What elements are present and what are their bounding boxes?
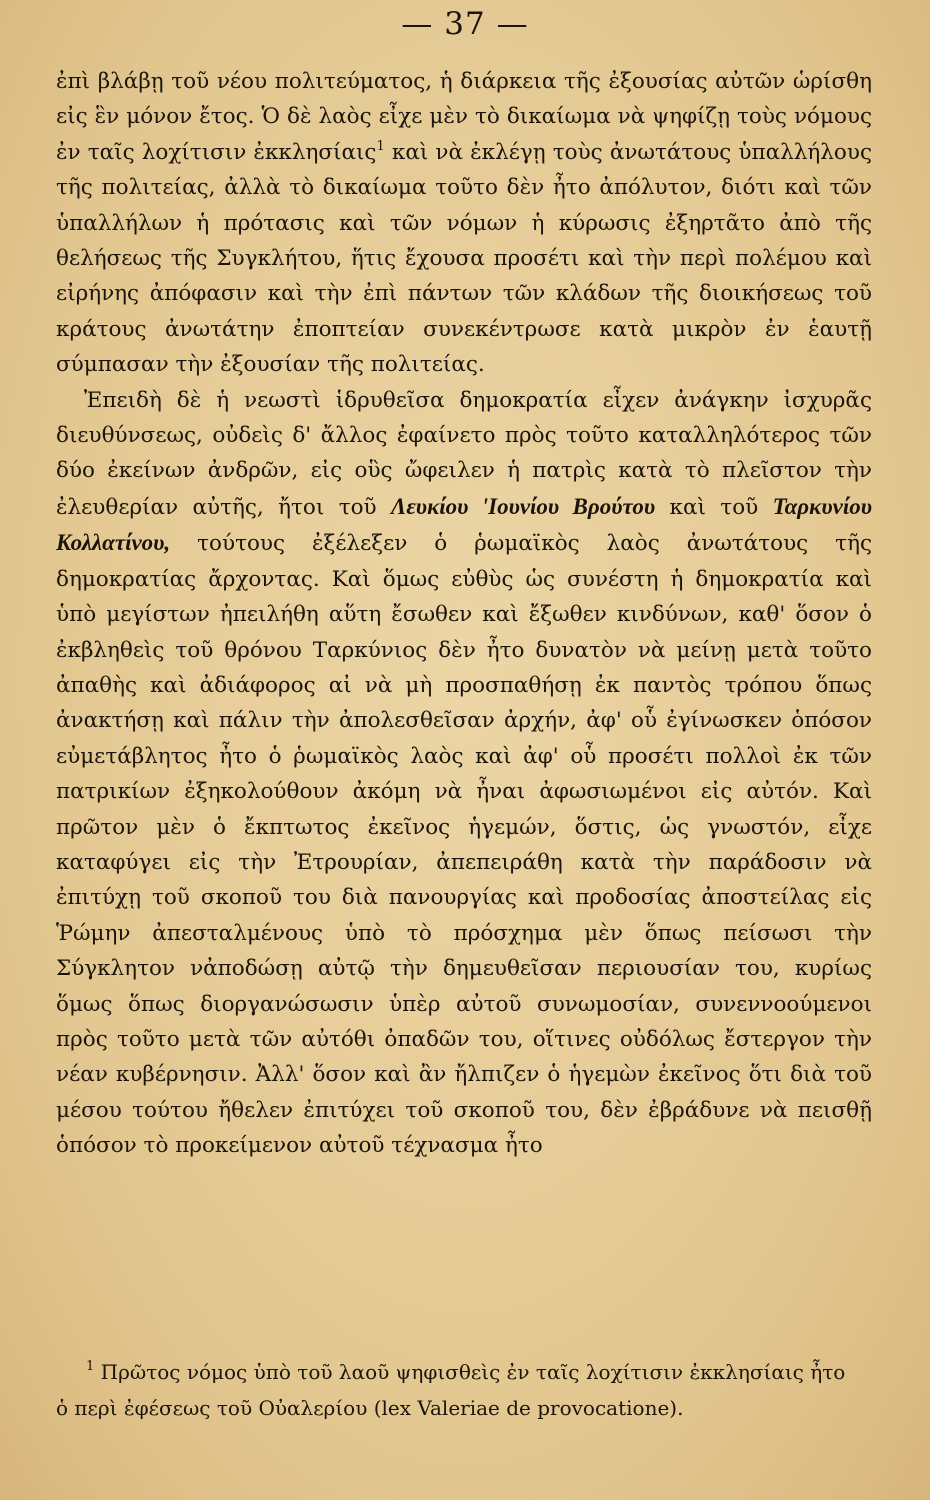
footnote-line-2: ὁ περὶ ἐφέσεως τοῦ Οὐαλερίου (lex Valeriae de provocatione). — [56, 1396, 684, 1420]
paragraph-2-text-c: τούτους ἐξέλεξεν ὁ ῥωμαϊκὸς λαὸς ἀνωτάτους τῆς δημοκρατίας ἄρχοντας. Καὶ ὅμως εὐθὺς ὡς συνέστη ἡ δημοκρατία καὶ ὑπὸ μεγίστων ἠπειλήθη αὕτη ἔσωθεν καὶ ἔξωθεν κινδύνων, καθ' ὅσον ὁ ἐκβληθεὶς τοῦ θρόνου Ταρκύνιος δὲν ἦτο δυνατὸν νὰ μείνῃ μετὰ τοῦτο ἀπαθὴς καὶ ἀδιάφορος αἰ νὰ μὴ προσπαθήσῃ ἐκ παντὸς τρόπου ὅπως ἀνακτήσῃ καὶ πάλιν τὴν ἀπολεσθεῖσαν ἀρχήν, ἀφ' οὗ ἐγίνωσκεν ὁπόσον εὐμετάβλητος ἦτο ὁ ῥωμαϊκὸς λαὸς καὶ ἀφ' οὗ προσέτι πολλοὶ ἐκ τῶν πατρικίων ἐξηκολούθουν ἀκόμη νὰ ἦναι ἀφωσιωμένοι εἰς αὐτόν. Καὶ πρῶτον μὲν ὁ ἔκπτωτος ἐκεῖνος ἡγεμών, ὅστις, ὡς γνωστόν, εἶχε καταφύγει εἰς τὴν Ἐτρουρίαν, ἀπεπειράθη κατὰ τὴν παράδοσιν νὰ ἐπιτύχῃ τοῦ σκοποῦ του διὰ πανουργίας καὶ προδοσίας ἀποστείλας εἰς Ῥώμην ἀπεσταλμένους ὑπὸ τὸ πρόσχημα μὲν ὅπως πείσωσι τὴν Σύγκλητον νἀποδώσῃ αὐτῷ τὴν δημευθεῖσαν περιουσίαν του, κυρίως ὅμως ὅπως διοργανώσωσιν ὑπὲρ αὐτοῦ συνωμοσίαν, συνεννοούμενοι πρὸς τοῦτο μετὰ τῶν αὐτόθι ὀπαδῶν του, οἵτινες οὐδόλως ἔστεργον τὴν νέαν κυβέρνησιν. Ἀλλ' ὅσον καὶ ἂν ἤλπιζεν ὁ ἡγεμὼν ἐκεῖνος ὅτι διὰ τοῦ μέσου τούτου ἤθελεν ἐπιτύχει τοῦ σκοποῦ του, δὲν ἐβράδυνε νὰ πεισθῇ ὁπόσον τὸ προκείμενον αὐτοῦ τέχνασμα ἦτο — [56, 531, 872, 1159]
paragraph-2-text-a: Ἐπειδὴ δὲ ἡ νεωστὶ ἱδρυθεῖσα δημοκρατία εἶχεν ἀνάγκην ἰσχυρᾶς διευθύνσεως, οὐδεὶς δ' ἄλλος ἐφαίνετο πρὸς τοῦτο καταλληλότερος τῶν δύο ἐκείνων ἀνδρῶν, εἰς οὓς ὤφειλεν ἡ πατρὶς κατὰ τὸ πλεῖστον τὴν ἐλευθερίαν αὐτῆς, ἤτοι τοῦ — [56, 387, 872, 520]
footnote-mark: 1 — [86, 1359, 95, 1374]
paragraph-1-continuation: καὶ νὰ ἐκλέγῃ τοὺς ἀνωτάτους ὑπαλλήλους τῆς πολιτείας, ἀλλὰ τὸ δικαίωμα τοῦτο δὲν ἦτο ἀπόλυτον, διότι καὶ τῶν ὑπαλλήλων ἡ πρότασις καὶ τῶν νόμων ἡ κύρωσις ἐξηρτᾶτο ἀπὸ τῆς θελήσεως τῆς Συγκλήτου, ἥτις ἔχουσα προσέτι καὶ τὴν περὶ πολέμου καὶ εἰρήνης ἀπόφασιν καὶ τὴν ἐπὶ πάντων τῶν κλάδων τῆς διοικήσεως τοῦ κράτους ἀνωτάτην ἐποπτείαν συνεκέντρωσε κατὰ μικρὸν ἐν ἑαυτῇ σύμπασαν τὴν ἐξουσίαν τῆς πολιτείας. — [56, 139, 872, 378]
paragraph-1-text: ἐπὶ βλάβῃ τοῦ νέου πολιτεύματος, ἡ διάρκεια τῆς ἐξουσίας αὐτῶν ὡρίσθη εἰς ἓν μόνον ἔτος. Ὁ δὲ λαὸς εἶχε μὲν τὸ δικαίωμα νὰ ψηφίζῃ τοὺς νόμους ἐν ταῖς λοχίτισιν ἐκκλησίαις — [56, 69, 872, 165]
paragraph-2 — [56, 383, 872, 1164]
paragraph-2-text-b: καὶ τοῦ — [669, 494, 759, 520]
page-number: — 37 — — [401, 6, 529, 42]
footnote-line-1-text: Πρῶτος νόμος ὑπὸ τοῦ λαοῦ ψηφισθεὶς ἐν ταῖς λοχίτισιν ἐκκλησίαις ἦτο — [100, 1360, 846, 1384]
name-brutus: Λευκίου 'Ιουνίου Βρούτου — [391, 493, 656, 519]
footnote-reference: 1 — [376, 138, 385, 154]
paragraph-1 — [56, 64, 872, 383]
footnote — [56, 1354, 872, 1426]
footnote-line-1 — [56, 1354, 872, 1390]
main-text — [56, 64, 872, 1164]
name-collatinus: Ταρκυνίου Κολλατίνου, — [56, 493, 872, 556]
